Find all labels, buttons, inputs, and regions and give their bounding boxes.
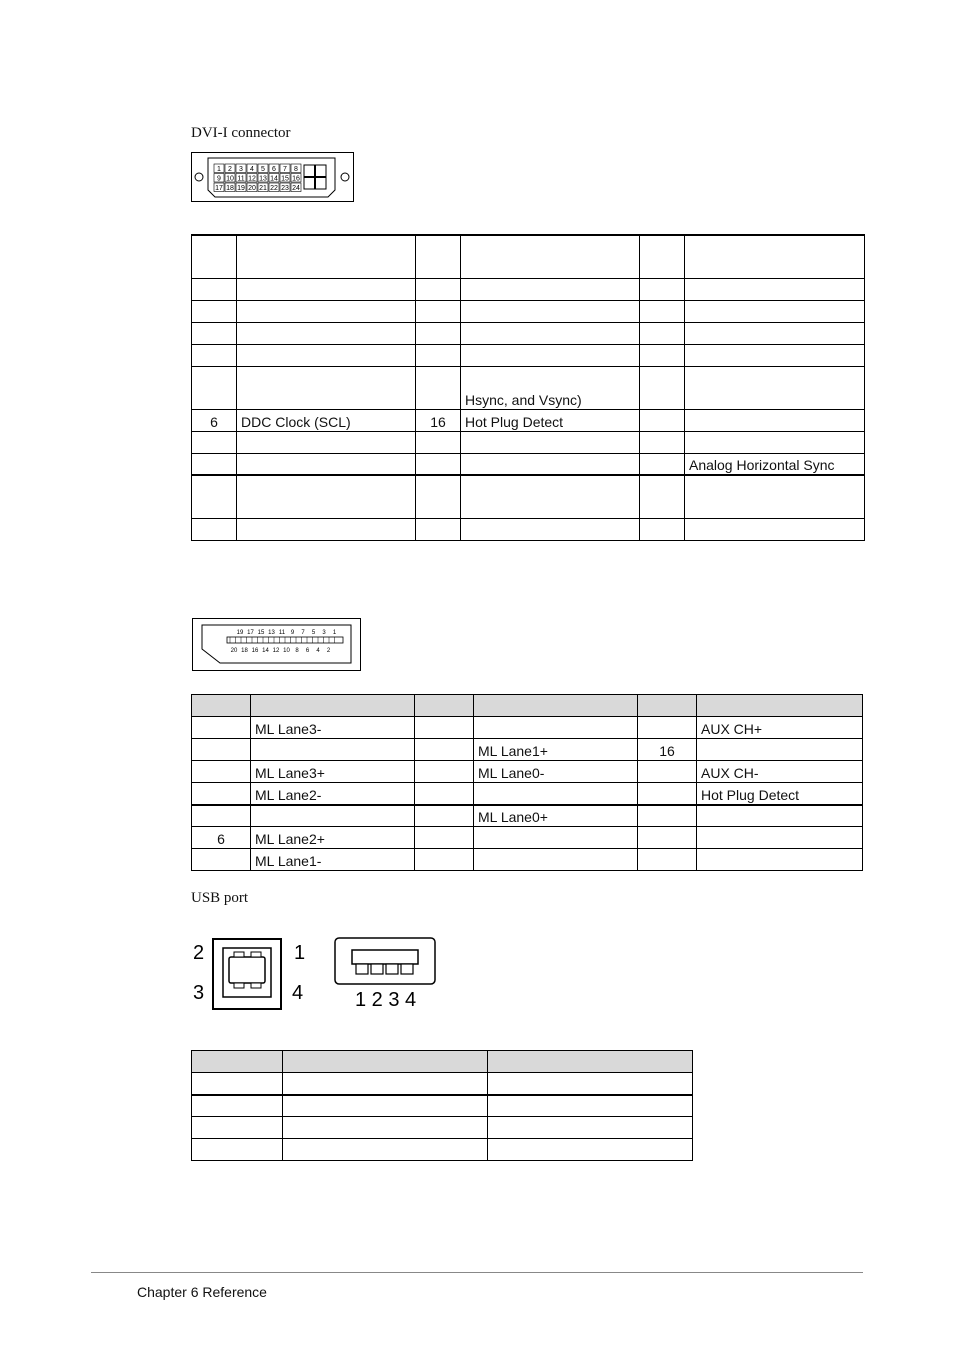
dvi-cell-r5c0 xyxy=(192,366,237,409)
displayport-shell-outline xyxy=(202,625,351,663)
dvi-cell-r5c5 xyxy=(685,366,865,409)
dvi-pin-label: 8 xyxy=(294,166,298,173)
displayport-cell-r2c5 xyxy=(697,739,863,761)
dvi-cell-r2c5 xyxy=(685,300,865,322)
displayport-pin-label-bottom: 4 xyxy=(316,648,320,654)
displayport-pin-label-top: 13 xyxy=(268,630,275,636)
dvi-cell-r0c0 xyxy=(192,235,237,278)
displayport-cell-r6c1: ML Lane2+ xyxy=(251,827,415,849)
displayport-row-4 xyxy=(192,783,863,805)
dvi-row-5 xyxy=(192,366,865,409)
dvi-connector-svg xyxy=(192,153,353,201)
dvi-pin-label: 9 xyxy=(217,175,221,183)
dvi-pin-label: 17 xyxy=(215,185,223,192)
dvi-cell-r9c1 xyxy=(237,475,416,518)
dvi-cell-r6c2: 16 xyxy=(416,409,461,431)
dvi-cell-r4c2 xyxy=(416,344,461,366)
dvi-pin-label: 11 xyxy=(237,175,245,183)
dvi-cell-r3c2 xyxy=(416,322,461,344)
dvi-cell-r8c2 xyxy=(416,453,461,475)
dvi-cell-r4c4 xyxy=(640,344,685,366)
dvi-pin-label: 3 xyxy=(239,166,243,173)
usb-typea-outline xyxy=(335,938,435,984)
usb-cell-r0c0 xyxy=(192,1051,283,1073)
usb-cell-r0c2 xyxy=(488,1051,693,1073)
dvi-cell-r9c5 xyxy=(685,475,865,518)
displayport-cell-r1c3 xyxy=(474,717,638,739)
displayport-pin-label-bottom: 8 xyxy=(295,648,299,654)
displayport-pin-label-top: 1 xyxy=(332,630,337,636)
displayport-cell-r5c4 xyxy=(638,805,697,827)
displayport-cell-r4c1: ML Lane2- xyxy=(251,783,415,805)
dvi-cell-r7c5 xyxy=(685,431,865,453)
displayport-cell-r2c2 xyxy=(415,739,474,761)
displayport-cell-r0c2 xyxy=(415,695,474,717)
displayport-pin-label-bottom: 10 xyxy=(283,648,290,654)
usb-cell-r3c0 xyxy=(192,1117,283,1139)
displayport-row-3 xyxy=(192,761,863,783)
dvi-pin-label: 13 xyxy=(259,175,267,183)
dvi-cell-r2c2 xyxy=(416,300,461,322)
dvi-cell-r3c4 xyxy=(640,322,685,344)
dvi-pin-label: 15 xyxy=(281,175,289,183)
dvi-row-8 xyxy=(192,453,865,475)
displayport-pin-label-top: 17 xyxy=(247,630,254,636)
dvi-cell-r3c1 xyxy=(237,322,416,344)
dvi-cell-r3c3 xyxy=(461,322,640,344)
usb-cell-r4c2 xyxy=(488,1139,693,1161)
dvi-pin-label: 16 xyxy=(292,175,300,183)
dvi-row-1 xyxy=(192,278,865,300)
usb-cell-r4c0 xyxy=(192,1139,283,1161)
displayport-cell-r1c1: ML Lane3- xyxy=(251,717,415,739)
displayport-cell-r0c5 xyxy=(697,695,863,717)
dvi-pin-label: 23 xyxy=(281,185,289,192)
displayport-cell-r2c3: ML Lane1+ xyxy=(474,739,638,761)
displayport-cell-r5c1 xyxy=(251,805,415,827)
dvi-cell-r2c4 xyxy=(640,300,685,322)
displayport-pin-label-bottom: 2 xyxy=(326,648,331,654)
dvi-pin-label: 5 xyxy=(261,166,265,173)
dvi-cell-r5c4 xyxy=(640,366,685,409)
dvi-cell-r7c0 xyxy=(192,431,237,453)
usb-cell-r1c0 xyxy=(192,1073,283,1095)
dvi-cell-r10c2 xyxy=(416,518,461,540)
displayport-row-6 xyxy=(192,827,863,849)
displayport-cell-r4c0 xyxy=(192,783,251,805)
dvi-cell-r4c1 xyxy=(237,344,416,366)
dvi-screw-right-icon xyxy=(341,173,349,181)
usb-cell-r4c1 xyxy=(283,1139,488,1161)
displayport-cell-r4c2 xyxy=(415,783,474,805)
usb-heading: USB port xyxy=(191,890,249,906)
displayport-connector-svg xyxy=(193,619,360,670)
dvi-pin-label: 1 xyxy=(217,166,221,173)
dvi-cell-r0c1 xyxy=(237,235,416,278)
displayport-cell-r3c2 xyxy=(415,761,474,783)
dvi-cell-r5c3: Hsync, and Vsync) xyxy=(461,366,640,409)
usb-row-0 xyxy=(192,1051,693,1073)
dvi-pin-label: 4 xyxy=(250,166,254,173)
dvi-cell-r6c0: 6 xyxy=(192,409,237,431)
dvi-pin-label: 20 xyxy=(248,185,256,192)
displayport-pin-label-top: 11 xyxy=(278,630,286,636)
dvi-pin-label: 7 xyxy=(283,166,287,173)
footer-rule xyxy=(91,1272,863,1273)
dvi-cell-r8c3 xyxy=(461,453,640,475)
dvi-cell-r0c2 xyxy=(416,235,461,278)
dvi-cell-r1c3 xyxy=(461,278,640,300)
displayport-cell-r2c4: 16 xyxy=(638,739,697,761)
displayport-row-0 xyxy=(192,695,863,717)
displayport-cell-r0c1 xyxy=(251,695,415,717)
displayport-cell-r1c2 xyxy=(415,717,474,739)
dvi-cell-r0c4 xyxy=(640,235,685,278)
dvi-row-0 xyxy=(192,235,865,278)
dvi-cell-r2c0 xyxy=(192,300,237,322)
dvi-row-9 xyxy=(192,475,865,518)
usb-typea-labels: 1 2 3 4 xyxy=(355,989,417,1010)
displayport-pin-label-bottom: 18 xyxy=(241,648,248,654)
dvi-row-10 xyxy=(192,518,865,540)
dvi-cell-r2c1 xyxy=(237,300,416,322)
dvi-cell-r10c1 xyxy=(237,518,416,540)
usb-row-1 xyxy=(192,1073,693,1095)
dvi-cell-r6c4 xyxy=(640,409,685,431)
displayport-cell-r1c4 xyxy=(638,717,697,739)
usb-typeb-label-br: 4 xyxy=(292,982,304,1004)
dvi-cell-r5c2 xyxy=(416,366,461,409)
displayport-row-2 xyxy=(192,739,863,761)
usb-connector-svg xyxy=(191,935,451,1010)
usb-connector-diagrams xyxy=(191,935,451,1010)
displayport-cell-r3c0 xyxy=(192,761,251,783)
displayport-cell-r1c0 xyxy=(192,717,251,739)
displayport-pin-label-top: 19 xyxy=(236,630,244,636)
usb-row-3 xyxy=(192,1117,693,1139)
usb-row-4 xyxy=(192,1139,693,1161)
displayport-pin-label-bottom: 12 xyxy=(272,648,280,654)
dvi-cell-r7c1 xyxy=(237,431,416,453)
dvi-cell-r7c3 xyxy=(461,431,640,453)
dvi-pin-label: 21 xyxy=(259,185,267,192)
dvi-cell-r2c3 xyxy=(461,300,640,322)
usb-cell-r2c1 xyxy=(283,1095,488,1117)
dvi-cell-r6c1: DDC Clock (SCL) xyxy=(237,409,416,431)
dvi-cell-r1c2 xyxy=(416,278,461,300)
displayport-cell-r1c5: AUX CH+ xyxy=(697,717,863,739)
displayport-cell-r3c4 xyxy=(638,761,697,783)
dvi-cell-r9c4 xyxy=(640,475,685,518)
dvi-cell-r6c5 xyxy=(685,409,865,431)
displayport-pin-label-top: 7 xyxy=(301,630,305,636)
displayport-pin-label-top: 9 xyxy=(290,630,295,636)
dvi-cell-r10c4 xyxy=(640,518,685,540)
displayport-cell-r3c1: ML Lane3+ xyxy=(251,761,415,783)
dvi-screw-left-icon xyxy=(195,173,203,181)
usb-cell-r1c2 xyxy=(488,1073,693,1095)
displayport-cell-r5c0 xyxy=(192,805,251,827)
dvi-row-3 xyxy=(192,322,865,344)
displayport-cell-r5c3: ML Lane0+ xyxy=(474,805,638,827)
displayport-connector-diagram xyxy=(192,618,361,671)
dvi-pin-label: 19 xyxy=(237,185,245,192)
dvi-cell-r10c5 xyxy=(685,518,865,540)
displayport-cell-r7c1: ML Lane1- xyxy=(251,849,415,871)
displayport-cell-r6c4 xyxy=(638,827,697,849)
dvi-pin-table xyxy=(191,234,865,541)
dvi-pin-label: 12 xyxy=(248,175,256,183)
usb-cell-r3c2 xyxy=(488,1117,693,1139)
dvi-pin-label: 2 xyxy=(228,166,232,173)
usb-typeb-label-tr: 1 xyxy=(294,942,306,964)
dvi-pin-label: 6 xyxy=(272,166,276,173)
dvi-cell-r8c4 xyxy=(640,453,685,475)
dvi-heading: DVI-I connector xyxy=(191,125,291,141)
displayport-cell-r4c4 xyxy=(638,783,697,805)
displayport-cell-r3c5: AUX CH- xyxy=(697,761,863,783)
dvi-pin-label: 18 xyxy=(226,185,234,192)
usb-cell-r1c1 xyxy=(283,1073,488,1095)
dvi-cell-r9c2 xyxy=(416,475,461,518)
usb-cell-r2c2 xyxy=(488,1095,693,1117)
dvi-pin-label: 22 xyxy=(270,185,278,192)
usb-typeb-label-tl: 2 xyxy=(193,942,205,964)
displayport-cell-r7c2 xyxy=(415,849,474,871)
displayport-cell-r2c0 xyxy=(192,739,251,761)
displayport-cell-r5c2 xyxy=(415,805,474,827)
displayport-pin-label-top: 5 xyxy=(311,630,316,636)
displayport-cell-r3c3: ML Lane0- xyxy=(474,761,638,783)
displayport-row-7 xyxy=(192,849,863,871)
dvi-cell-r9c0 xyxy=(192,475,237,518)
usb-row-2 xyxy=(192,1095,693,1117)
dvi-cell-r5c1 xyxy=(237,366,416,409)
dvi-cell-r7c4 xyxy=(640,431,685,453)
displayport-pin-table xyxy=(191,694,863,871)
displayport-cell-r4c3 xyxy=(474,783,638,805)
displayport-row-1 xyxy=(192,717,863,739)
displayport-cell-r6c2 xyxy=(415,827,474,849)
dvi-pin-label: 14 xyxy=(270,175,278,183)
dvi-row-6 xyxy=(192,409,865,431)
displayport-cell-r0c3 xyxy=(474,695,638,717)
dvi-cell-r0c5 xyxy=(685,235,865,278)
displayport-pin-label-bottom: 14 xyxy=(262,648,269,654)
dvi-pin-label: 24 xyxy=(292,185,300,192)
usb-cell-r3c1 xyxy=(283,1117,488,1139)
usb-cell-r0c1 xyxy=(283,1051,488,1073)
displayport-pin-label-bottom: 6 xyxy=(305,648,310,654)
dvi-cell-r9c3 xyxy=(461,475,640,518)
displayport-row-5 xyxy=(192,805,863,827)
usb-pin-table xyxy=(191,1050,693,1161)
displayport-cell-r0c0 xyxy=(192,695,251,717)
displayport-cell-r6c3 xyxy=(474,827,638,849)
dvi-cell-r4c5 xyxy=(685,344,865,366)
usb-cell-r2c0 xyxy=(192,1095,283,1117)
dvi-cell-r1c1 xyxy=(237,278,416,300)
dvi-cell-r8c5: Analog Horizontal Sync xyxy=(685,453,865,475)
dvi-row-7 xyxy=(192,431,865,453)
displayport-cell-r2c1 xyxy=(251,739,415,761)
displayport-cell-r7c0 xyxy=(192,849,251,871)
displayport-pin-label-top: 15 xyxy=(257,630,265,636)
dvi-connector-diagram xyxy=(191,152,354,202)
dvi-cell-r4c0 xyxy=(192,344,237,366)
dvi-cell-r3c5 xyxy=(685,322,865,344)
displayport-cell-r4c5: Hot Plug Detect xyxy=(697,783,863,805)
dvi-cell-r1c5 xyxy=(685,278,865,300)
dvi-row-2 xyxy=(192,300,865,322)
dvi-row-4 xyxy=(192,344,865,366)
dvi-cell-r3c0 xyxy=(192,322,237,344)
displayport-pin-label-top: 3 xyxy=(322,630,326,636)
dvi-cell-r4c3 xyxy=(461,344,640,366)
dvi-cell-r7c2 xyxy=(416,431,461,453)
displayport-cell-r6c0: 6 xyxy=(192,827,251,849)
displayport-cell-r7c3 xyxy=(474,849,638,871)
displayport-pin-label-bottom: 20 xyxy=(230,648,238,654)
footer-chapter-label: Chapter 6 Reference xyxy=(137,1284,267,1300)
displayport-cell-r6c5 xyxy=(697,827,863,849)
dvi-cell-r1c4 xyxy=(640,278,685,300)
dvi-cell-r0c3 xyxy=(461,235,640,278)
displayport-cell-r5c5 xyxy=(697,805,863,827)
dvi-cell-r10c3 xyxy=(461,518,640,540)
displayport-cell-r0c4 xyxy=(638,695,697,717)
dvi-cell-r10c0 xyxy=(192,518,237,540)
dvi-pin-label: 10 xyxy=(226,175,234,183)
displayport-cell-r7c5 xyxy=(697,849,863,871)
dvi-cell-r6c3: Hot Plug Detect xyxy=(461,409,640,431)
usb-typeb-label-bl: 3 xyxy=(193,982,205,1004)
dvi-cell-r1c0 xyxy=(192,278,237,300)
dvi-cell-r8c0 xyxy=(192,453,237,475)
displayport-pin-label-bottom: 16 xyxy=(251,648,259,654)
displayport-cell-r7c4 xyxy=(638,849,697,871)
dvi-cell-r8c1 xyxy=(237,453,416,475)
